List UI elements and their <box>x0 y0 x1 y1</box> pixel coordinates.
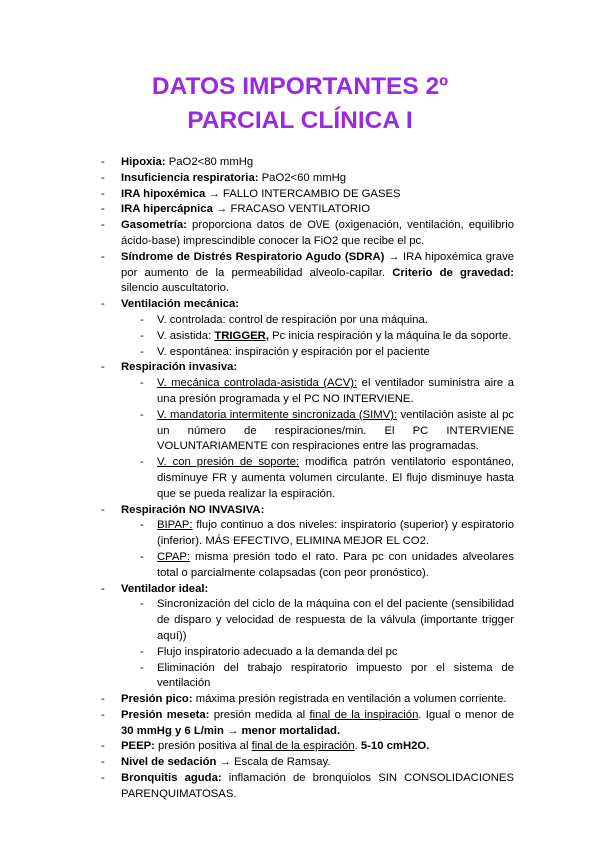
term: IRA hipoxémica <box>121 187 206 200</box>
simv-term: V. mandatoria intermitente sincronizada (SIMV): <box>157 408 398 421</box>
desc: → FRACASO VENTILATORIO <box>212 203 371 216</box>
simv-desc: ventilación asiste al pc un número de respiraciones/min. El PC INTERVIENE VOLUNTARIAMENTE con respiraciones entre las programadas. <box>157 408 515 453</box>
asistida-pre: V. asistida: <box>157 329 215 342</box>
bold-end: 5-10 cmH2O. <box>360 740 430 753</box>
desc: proporciona datos de O\/E (oxigenación, ventilación, equilibrio ácido-base) imprescindible conocer la FiO2 que recibe el pc. <box>121 219 514 247</box>
item-peep <box>0 739 600 755</box>
invasiva-sublist <box>121 376 514 502</box>
term: IRA hipercápnica <box>121 203 213 216</box>
underlined: final de la inspiración <box>309 708 419 721</box>
desc-a: presión positiva al <box>154 740 252 753</box>
bipap-desc: flujo continuo a dos niveles: inspiratorio (superior) y espiratorio (inferior). MÁS EFECTIVO, ELIMINA MEJOR EL CO2. <box>157 519 514 548</box>
item-ira-hipoxemica <box>0 187 600 203</box>
term: Hipoxia: <box>121 156 166 168</box>
term-no-invasiva: NO INVASIVA: <box>188 503 265 516</box>
ventilacion-sublist <box>121 313 514 360</box>
sub-bipap <box>121 518 514 550</box>
acv-desc: el ventilador suministra aire a una presión programada y el PC NO INTERVIENE. <box>157 377 514 405</box>
desc: → Escala de Ramsay. <box>216 756 331 769</box>
item-ira-hipercapnica <box>0 202 600 218</box>
term: Ventilación mecánica: <box>121 298 240 311</box>
sub-controlada: - V. controlada: control de respiración por una máquina. <box>121 313 514 329</box>
item-ventilacion <box>0 297 600 360</box>
sub-asistida <box>121 329 514 345</box>
underlined: final de la espiración <box>251 740 355 753</box>
desc: inflamación de bronquiolos SIN CONSOLIDACIONES PARENQUIMATOSAS. <box>121 772 514 800</box>
item-sdra <box>0 250 600 297</box>
desc: máxima presión registrada en ventilación a volumen corriente. <box>192 693 507 706</box>
page-title <box>0 70 600 138</box>
desc-b: . <box>354 740 361 753</box>
term: Respiración <box>121 503 189 516</box>
term: Ventilador ideal: <box>121 582 209 595</box>
cpap-desc: misma presión todo el rato. Para pc con unidades alveolares total o parcialmente colapsadas (con peor pronóstico). <box>157 550 514 579</box>
item-presion-pico <box>0 692 600 708</box>
soporte-desc: modifica patrón ventilatorio espontáneo, disminuye FR y aumenta volumen circulante. El flujo disminuye hasta que se pueda realizar la espiración. <box>157 456 514 500</box>
asistida-post: Pc inicia respiración y la máquina le da soporte. <box>268 329 512 342</box>
item-presion-meseta <box>0 708 600 740</box>
term: Presión meseta: <box>121 708 210 721</box>
sub-cpap <box>121 550 514 582</box>
no-invasiva-sublist <box>121 518 514 581</box>
sub-simv <box>121 408 514 455</box>
bold-end: 30 mmHg y 6 L/min → menor mortalidad. <box>121 724 341 737</box>
notes-list <box>0 155 600 803</box>
item-no-invasiva <box>0 503 600 582</box>
cpap-term: CPAP: <box>157 550 191 563</box>
item-invasiva <box>0 360 600 502</box>
item-gasometria <box>0 218 600 250</box>
desc-a: presión medida al <box>209 708 310 721</box>
sub-sincronizacion: - Sincronización del ciclo de la máquina con el del paciente (sensibilidad de disparo y velocidad de respuesta de la válvula (importante trigger aquí)) <box>121 597 514 644</box>
ventilador-sublist <box>121 597 514 692</box>
item-insuficiencia <box>0 171 600 187</box>
item-ventilador-ideal <box>0 582 600 693</box>
term: Gasometría: <box>121 219 187 232</box>
item-bronquitis <box>0 771 600 803</box>
term: Nivel de sedación <box>121 756 217 769</box>
sub-soporte <box>121 455 514 502</box>
sub-eliminacion: - Eliminación del trabajo respiratorio impuesto por el sistema de ventilación <box>121 661 514 693</box>
desc-b: . Igual o menor de <box>418 708 514 721</box>
soporte-term: V. con presión de soporte: <box>157 456 300 469</box>
acv-term: V. mecánica controlada-asistida (ACV): <box>157 377 358 390</box>
term: Presión pico: <box>121 693 193 706</box>
desc: PaO2<60 mmHg <box>258 171 347 184</box>
term: Insuficiencia respiratoria: <box>121 171 259 184</box>
sub-acv <box>121 376 514 408</box>
sub-espontanea: - V. espontánea: inspiración y espiración por el paciente <box>121 345 514 361</box>
title-line-2: PARCIAL CLÍNICA I <box>187 107 413 134</box>
desc-criterio: silencio auscultatorio. <box>121 282 230 295</box>
term: Respiración invasiva: <box>121 361 238 374</box>
sub-flujo: - Flujo inspiratorio adecuado a la demanda del pc <box>121 645 514 661</box>
item-hipoxia <box>0 155 600 171</box>
term: Bronquitis aguda: <box>121 772 222 785</box>
title-line-1: DATOS IMPORTANTES 2º <box>151 73 449 100</box>
term-criterio: Criterio de gravedad: <box>392 266 514 279</box>
desc: PaO2<80 mmHg <box>165 156 254 168</box>
bipap-term: BIPAP: <box>157 519 193 532</box>
item-sedacion <box>0 755 600 771</box>
desc: → FALLO INTERCAMBIO DE GASES <box>205 187 401 200</box>
term: Síndrome de Distrés Respiratorio Agudo (SDRA) <box>121 250 385 263</box>
desc: → IRA hipoxémica grave por aumento de la permeabilidad alveolo-capilar. <box>121 250 514 279</box>
term: PEEP: <box>121 740 155 753</box>
trigger-term: TRIGGER, <box>214 329 269 342</box>
